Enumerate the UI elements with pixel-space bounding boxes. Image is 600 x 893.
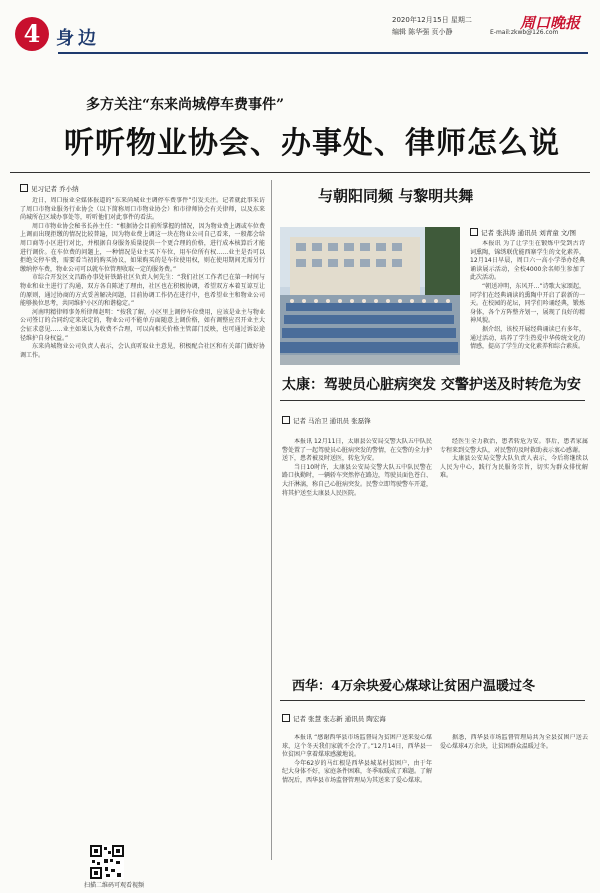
story2-headline: 太康：驾驶员心脏病突发 交警护送及时转危为安 bbox=[282, 377, 581, 393]
story1-paragraph: “朝送冲明，东风开…”诗歌大家颂起，同学们在经典诵读的熏陶中开启了崭新的一天。在校园的花坛，同学们吟诵经典，锻炼身体，各个方阵整齐划一，展现了良好的精神风貌。 bbox=[470, 282, 585, 325]
qr-caption: 扫描二维码可观看视频 bbox=[84, 882, 145, 889]
story3-divider bbox=[280, 700, 585, 701]
story3-body-col2 bbox=[440, 734, 588, 874]
story3-paragraph: 据悉，西华县市场监督管理局共为全县贫困户送去爱心煤球4万余块，让贫困群众温暖过冬。 bbox=[440, 734, 588, 750]
story3-paragraph: 本报讯 “感谢西华县市场监督局为贫困户送来爱心煤球，这个冬天我们家就不会冷了。”12月14日，西华县一位贫困户拿着煤球感激地说。 bbox=[282, 734, 432, 759]
lead-article-body bbox=[20, 197, 265, 855]
qr-code-icon[interactable] bbox=[90, 845, 124, 879]
lead-paragraph: 近日，周口报业全媒体报道的“东来尚城业主调停车费事件”引发关注。记者就此事采访了周口市物业服务行业协会（以下简称周口市物业协会）和市律师协会有关律师，以及东来尚城所在区域办事处等，听听他们对此事件的看法。 bbox=[20, 197, 265, 222]
story3-byline bbox=[282, 714, 386, 723]
newspaper-logo: 周口晚报 bbox=[520, 14, 581, 32]
story2-paragraph: 本报讯 12月11日，太康县公安局交警大队五中队民警处置了一起驾驶员心脏病突发的警情，在交警的全力护送下，患者被及时送医，转危为安。 bbox=[282, 438, 432, 463]
lead-byline bbox=[20, 184, 79, 193]
school-photo-graphic bbox=[280, 227, 460, 365]
section-name: 身边 bbox=[56, 28, 100, 49]
students-photo bbox=[280, 227, 460, 365]
story3-paragraph: 今年62岁的马红根是西华县城某村贫困户，由于年纪大身体不好，家庭条件困难，冬季取暖成了难题。了解情况后，西华县市场监督管理局为其送来了爱心煤球。 bbox=[282, 759, 432, 784]
lead-paragraph: 周口市物业协会秘书长孙主任：“根据协会目前所掌握的情况，因为物业费上调或车位费上调而出现拒缴的情况比较普遍，因为物业费上调这一块在物业公司自己看来，一般都会给周口商等小区进行对比，并根据自身服务质量提供一个更合理的价格，进行成本核算后才能进行调价。在车位费的问题上，一种情况是业主买下车位，用车位所有权……业主是否可以拒绝交停车费，需要看当初的购买协议，如果购买的是车位使用权，则在使用期间无需另行缴纳停车费，物业公司可以就车位管理收取一定的服务费。” bbox=[20, 222, 265, 273]
lead-paragraph: 东来尚城物业公司负责人表示，会认真听取业主意见，积极配合社区和有关部门做好协调工作。 bbox=[20, 343, 265, 359]
byline-marker-icon bbox=[282, 416, 290, 424]
story1-paragraph: 本报讯 为了让学生在锻炼中受到古诗词熏陶，锦绣联优能西寨学生的文化素养，12月14日早晨，周口六一高小学举办经典诵读展示活动，全校4000余名师生参加了此次活动。 bbox=[470, 240, 585, 282]
lead-headline: 听听物业协会、办事处、律师怎么说 bbox=[64, 126, 560, 161]
contact-email: E-mail:zkwb@126.com bbox=[490, 29, 559, 36]
byline-marker-icon bbox=[282, 714, 290, 722]
qr-code-graphic bbox=[90, 845, 124, 879]
page-number-badge bbox=[14, 16, 50, 52]
lead-byline-text: 见习记者 乔小纳 bbox=[31, 185, 79, 193]
story2-byline bbox=[282, 416, 371, 425]
story2-paragraph: 太康县公安局交警大队负责人表示，今后将继续以人民为中心，践行为民服务宗旨，切实为群众排忧解难。 bbox=[440, 455, 588, 480]
story3-body-col1 bbox=[282, 734, 432, 874]
story3-byline-text: 记者 张慧 张志新 通讯员 陶宏海 bbox=[293, 715, 386, 723]
story2-divider bbox=[280, 400, 585, 401]
lead-paragraph: 河南明精律师事务所律师赵明：“按我了解，小区里上调停车位费用，应该是业主与物业公司签订的合同约定来决定的，物业公司不能单方面随意上调价格，如有调整应召开业主大会征求意见……业主如果认为收费不合理，可以向相关价格主管部门反映，也可通过诉讼途径维护自身权益。” bbox=[20, 308, 265, 342]
story2-body-col1 bbox=[282, 438, 432, 660]
story2-byline-text: 记者 马治卫 通讯员 张磊锋 bbox=[293, 417, 371, 425]
byline-marker-icon bbox=[470, 228, 478, 236]
story2-paragraph: 经医生全力救治，患者转危为安。事后，患者家属专程来到交警大队，对民警的及时救助表示衷心感谢。 bbox=[440, 438, 588, 454]
story2-body-col2 bbox=[440, 438, 588, 660]
header-rule bbox=[58, 52, 588, 54]
publication-date: 2020年12月15日 星期二 bbox=[392, 16, 472, 24]
page-editor: 编辑 陈华强 页小静 bbox=[392, 28, 453, 36]
lead-kicker: 多方关注“东来尚城停车费事件” bbox=[86, 97, 285, 113]
story2-paragraph: 当日10时许，太康县公安局交警大队五中队民警在路口执勤时，一辆轿车突然停在路边，驾驶员面色苍白、大汗淋漓，称自己心脏病突发。民警立即驾驶警车开道，将其护送至太康县人民医院。 bbox=[282, 463, 432, 497]
story1-body bbox=[470, 240, 585, 360]
column-divider bbox=[271, 180, 272, 860]
headline-divider bbox=[10, 172, 590, 173]
page-number: 4 bbox=[23, 19, 41, 48]
byline-marker-icon bbox=[20, 184, 28, 192]
story3-headline: 西华：4万余块爱心煤球让贫困户温暖过冬 bbox=[292, 679, 536, 694]
story1-byline-text: 记者 张洪涛 通讯员 刘青童 文/图 bbox=[481, 229, 576, 237]
story1-byline bbox=[470, 228, 576, 237]
lead-paragraph: 市综合开发区文昌路办事处轩铁路社区负责人何先生：“我们社区工作者已在第一时间与物业和业主进行了沟通，双方各自陈述了理由，社区也在积极协调，希望双方本着互谅互让的原则，通过协商的方式妥善解决问题，目前协调工作仍在进行中，也希望业主和物业公司能够换位思考，共同维护小区的和谐稳定。” bbox=[20, 274, 265, 308]
story1-headline: 与朝阳同频 与黎明共舞 bbox=[318, 187, 474, 205]
story1-paragraph: 据介绍，该校开展经典诵读已有多年，通过活动，培养了学生热爱中华传统文化的情感，提高了学生的文化素养和综合素质。 bbox=[470, 325, 585, 351]
